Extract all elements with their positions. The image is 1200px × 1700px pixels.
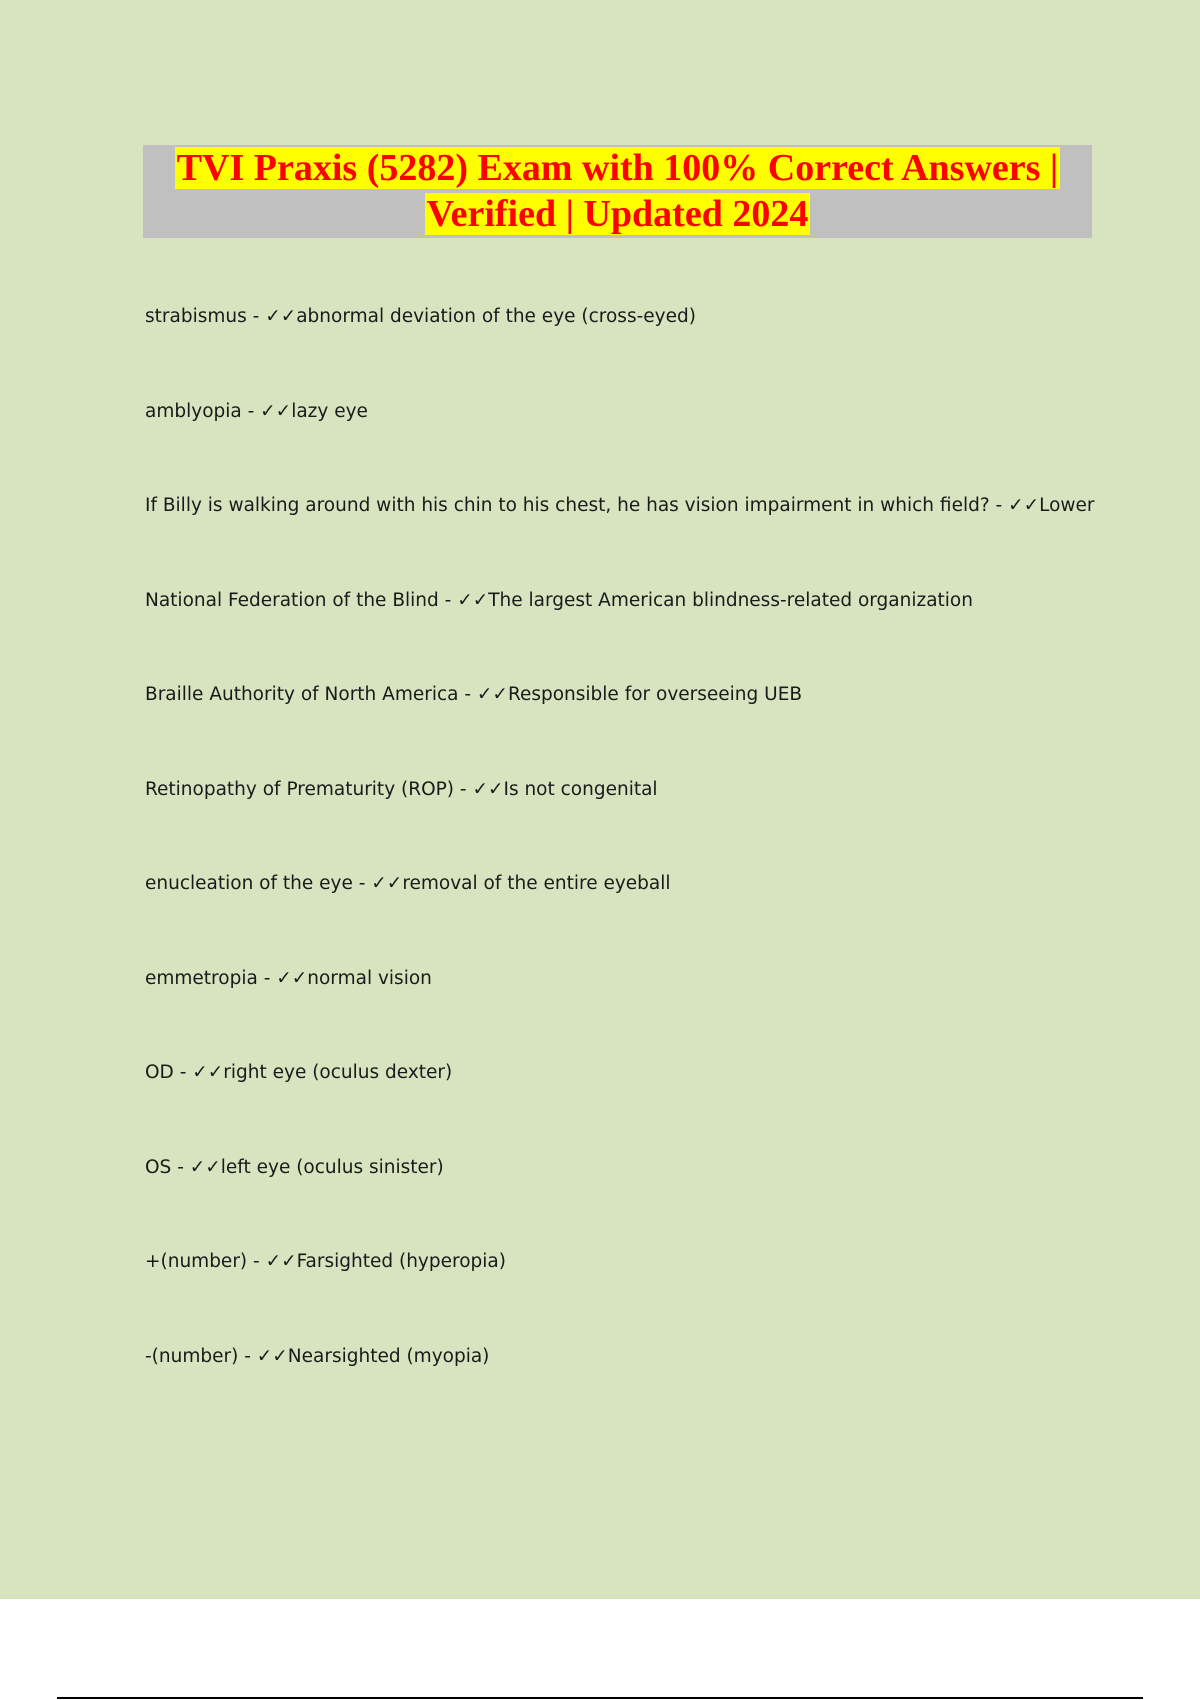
qa-answer: removal of the entire eyeball [402, 873, 671, 894]
qa-answer: normal vision [307, 967, 432, 989]
double-check-icon: ✓✓ [192, 1062, 224, 1083]
qa-separator: - [257, 967, 277, 989]
qa-separator: - [989, 495, 1009, 516]
document-title [143, 145, 1092, 238]
qa-separator: - [438, 589, 458, 611]
qa-term: Braille Authority of North America [145, 684, 459, 705]
double-check-icon: ✓✓ [472, 778, 504, 800]
qa-term: OD [145, 1062, 174, 1083]
qa-item-emmetropia [145, 962, 1105, 1057]
qa-separator: - [352, 873, 372, 894]
qa-term: +(number) [145, 1251, 248, 1272]
qa-term: -(number) [145, 1345, 239, 1367]
qa-answer: Responsible for overseeing UEB [507, 684, 803, 705]
qa-item-billy-vision-field [145, 489, 1105, 584]
qa-separator: - [241, 400, 261, 422]
double-check-icon: ✓✓ [276, 967, 308, 989]
qa-item-strabismus [145, 300, 1105, 395]
title-line-2-text: Verified | Updated 2024 [426, 193, 809, 235]
qa-answer: left eye (oculus sinister) [220, 1156, 444, 1178]
qa-term: National Federation of the Blind [145, 589, 439, 611]
qa-separator: - [458, 684, 477, 705]
qa-term: If Billy is walking around with his chin to his chest, he has vision impairment in which field? [145, 495, 990, 516]
qa-term: emmetropia [145, 967, 258, 989]
double-check-icon: ✓✓ [1008, 495, 1040, 516]
qa-separator: - [246, 306, 266, 327]
title-line-1-text: TVI Praxis (5282) Exam with 100% Correct Answers | [176, 147, 1059, 189]
double-check-icon: ✓✓ [265, 306, 297, 327]
qa-item-rop [145, 773, 1105, 868]
qa-separator: - [454, 778, 473, 800]
footer-divider [57, 1697, 1143, 1699]
qa-term: strabismus [145, 306, 247, 327]
qa-term: enucleation of the eye [145, 873, 353, 894]
qa-item-bana [145, 678, 1105, 773]
double-check-icon: ✓✓ [260, 400, 292, 422]
qa-item-enucleation [145, 867, 1105, 962]
qa-answer: lazy eye [291, 400, 368, 422]
qa-item-minus-number [145, 1340, 1105, 1435]
qa-term: amblyopia [145, 400, 242, 422]
qa-answer: right eye (oculus dexter) [223, 1062, 453, 1083]
double-check-icon: ✓✓ [476, 684, 508, 705]
qa-separator: - [171, 1156, 190, 1178]
double-check-icon: ✓✓ [457, 589, 489, 611]
double-check-icon: ✓✓ [265, 1251, 297, 1272]
qa-separator: - [173, 1062, 193, 1083]
qa-answer: abnormal deviation of the eye (cross-eyed) [296, 306, 696, 327]
title-line-2 [143, 191, 1092, 237]
qa-term: Retinopathy of Prematurity (ROP) [145, 778, 455, 800]
qa-answer: Is not congenital [503, 778, 658, 800]
qa-item-plus-number [145, 1245, 1105, 1340]
qa-list [145, 300, 1105, 1434]
qa-separator: - [238, 1345, 257, 1367]
qa-item-amblyopia [145, 395, 1105, 490]
qa-answer: Lower [1039, 495, 1095, 516]
qa-item-od [145, 1056, 1105, 1151]
qa-item-nfb [145, 584, 1105, 679]
qa-item-os [145, 1151, 1105, 1246]
qa-answer: The largest American blindness-related organization [488, 589, 973, 611]
double-check-icon: ✓✓ [371, 873, 403, 894]
qa-answer: Farsighted (hyperopia) [296, 1251, 506, 1272]
qa-answer: Nearsighted (myopia) [287, 1345, 490, 1367]
qa-term: OS [145, 1156, 172, 1178]
qa-separator: - [247, 1251, 266, 1272]
double-check-icon: ✓✓ [256, 1345, 288, 1367]
title-line-1 [143, 145, 1092, 191]
double-check-icon: ✓✓ [189, 1156, 221, 1178]
